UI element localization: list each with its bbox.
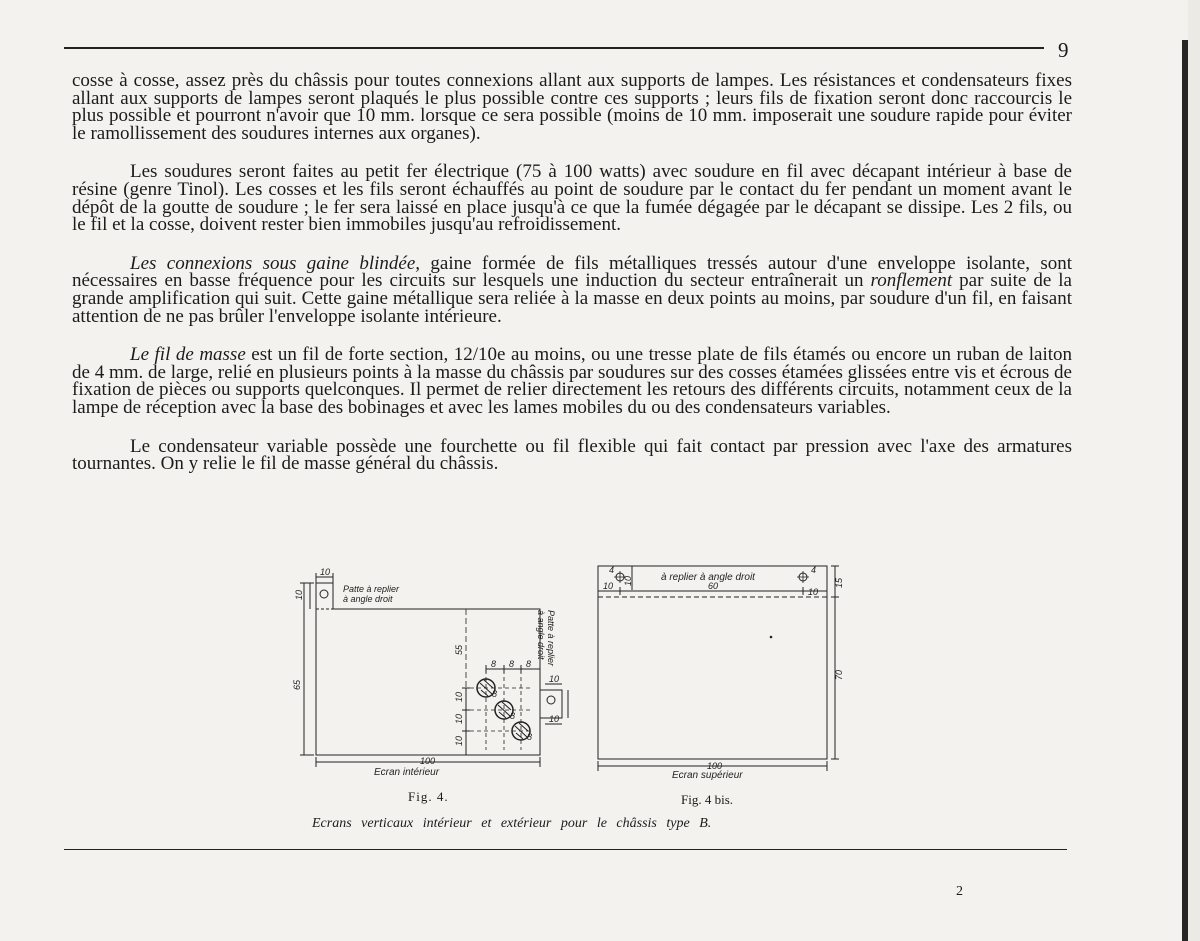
term-ground-wire: Le fil de masse: [130, 344, 246, 366]
signature-mark: 2: [956, 884, 963, 899]
fig4-dim-4a: 4: [609, 565, 615, 575]
fig4-dim-width: 100: [707, 761, 723, 771]
fig4-dim-70: 70: [834, 669, 844, 680]
fig1-dim-tab-h: 10: [294, 589, 304, 600]
fig1-side-note: Patte à replier: [546, 610, 556, 667]
fig1-side-note-2: à angle droit: [536, 610, 546, 660]
paragraph-5: Le condensateur variable possède une fourchette ou fil flexible qui fait contact par pression avec l'axe des armatures tournantes. On y relie le fil de masse général du châssis.: [72, 435, 1072, 475]
fig1-dim-10a: 10: [454, 691, 464, 702]
term-ronflement: ronflement: [870, 270, 953, 292]
paragraph-4-text: est un fil de forte section, 12/10e au moins, ou une tresse plate de fils étamés ou encore un ruban de laiton de 4 mm. de large, relié en plusieurs points à la masse du châssis par soudures sur des cosses étamées glissées entre vis et écrous de fixation de pièces ou supports quelconques. Il permet de relier directement les retours des différents circuits, notamment ceux de la lampe de réception avec la base des bobinages et avec les lames mobiles du ou des condensateurs variables.: [72, 344, 1072, 418]
fig4-dim-10-vertical: 10: [623, 575, 633, 586]
fig1-hole-label-a: 8: [492, 689, 498, 699]
fig1-label: Ecran intérieur: [374, 767, 440, 778]
fig4-dim-10-right: 10: [808, 587, 819, 597]
fig1-dim-tab: 10: [320, 567, 331, 577]
fig1-dim-width: 100: [420, 756, 436, 766]
fig4-dim-10-left: 10: [603, 581, 614, 591]
fig1-dim-10e: 10: [549, 714, 560, 724]
footer-rule: [64, 849, 1067, 850]
fig1-tab-hole: [320, 590, 328, 598]
figure-caption: Ecrans verticaux intérieur et extérieur pour le châssis type B.: [312, 816, 712, 831]
fig1-dim-8c: 8: [526, 659, 532, 669]
fig4-label: Ecran supérieur: [672, 770, 743, 781]
fig1-hole-label-b: 8: [510, 711, 516, 721]
fig4-dim-4b: 4: [811, 565, 817, 575]
paragraph-2: Les soudures seront faites au petit fer électrique (75 à 100 watts) avec soudure en fil avec décapant intérieur à base de résine (genre Tinol). Les cosses et les fils seront échauffés au point de soudure par le contact du fer pendant un moment avant le dépôt de la goutte de soudure ; le fer sera laissé en place jusqu'à ce que la fumée dégagée par le décapant se dissipe. Les 2 fils, ou le fil et la cosse, doivent rester bien immobiles jusqu'au refroidissement.: [72, 161, 1072, 236]
fig1-dim-10c: 10: [454, 735, 464, 746]
term-shielded-connections: Les connexions sous gaine blindée,: [130, 252, 421, 274]
figure-1-text: [292, 567, 559, 778]
fig1-hole-label-c: 8: [527, 732, 533, 742]
fig1-dim-height: 65: [292, 679, 302, 690]
paragraph-1: cosse à cosse, assez près du châssis pour toutes connexions allant aux supports de lampes. Les résistances et condensateurs fixes allant aux supports de lampes seront plaqués le plus possible contre ces supports ; leurs fils de fixation seront donc raccourcis le plus possible et pourront n'avoir que 10 mm. lorsque ce sera possible (moins de 10 mm. imposerait une soudure rapide pour éviter le ramollissement des soudures internes aux organes).: [72, 70, 1072, 144]
figure-4bis-number: Fig. 4 bis.: [681, 792, 734, 807]
fig1-dim-8b: 8: [509, 659, 515, 669]
paragraph-3-part-a: gaine formée de fils métalliques tressés autour d'une enveloppe isolante, sont nécessaires en basse fréquence pour les circuits sur lesquels une induction du secteur entraînerait un: [72, 252, 1072, 292]
fig1-dim-55: 55: [454, 644, 464, 655]
fig1-dim-10d: 10: [549, 674, 560, 684]
page-number: 9: [1058, 38, 1069, 62]
fig4-plate-outline: [598, 566, 827, 759]
figure-4bis-drawing: [598, 566, 839, 771]
fig1-dim-8a: 8: [491, 659, 497, 669]
fig1-note-tab-2: à angle droit: [343, 594, 393, 604]
fig4-dim-60: 60: [708, 581, 719, 591]
fig4-note: à replier à angle droit: [661, 572, 755, 583]
fig4-dim-15: 15: [834, 577, 844, 588]
figure-1-number: Fig. 4.: [408, 789, 449, 804]
fig1-right-tab-hole: [547, 696, 555, 704]
fig1-note-tab: Patte à replier: [343, 584, 400, 594]
paragraph-3-part-b: par suite de la grande amplification qui suit. Cette gaine métallique sera reliée à la masse en deux points au moins, par soudure d'un fil, en faisant attention de ne pas brûler l'enveloppe isolante intérieure.: [72, 270, 1072, 327]
fig1-dim-10b: 10: [454, 713, 464, 724]
